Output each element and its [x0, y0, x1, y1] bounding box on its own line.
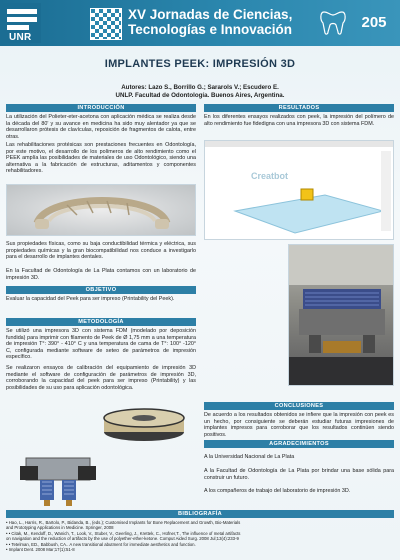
poster-title: IMPLANTES PEEK: IMPRESIÓN 3D [104, 58, 296, 70]
conference-title [128, 7, 292, 37]
conference-title-line2: Tecnologías e Innovación [128, 22, 293, 37]
intro-paragraph-3: Sus propiedades físicas, como su baja conductibilidad térmica y eléctrica, sus propiedades químicas y la gran biocompatibilidad nos conduce a investigarlo para el desarrollo de implantes dentales. [6, 241, 196, 261]
section-header-metodologia: METODOLOGÍA [6, 318, 196, 326]
intro-paragraph-2: Las rehabilitaciones protésicas son prestaciones frecuentes en Odontología, por este motivo, el desarrollo de los polímeros de alto rendimiento como el PEEK amplía las posibilidades de materiales de uso Odontológico, siendo una alternativa a la fabricación de estructuras, aditamentos y componentes rehabilitadores. [6, 142, 196, 175]
slicer-software-screenshot [204, 140, 394, 240]
peek-filament-spool-photo [92, 404, 196, 444]
slicer-drawing [205, 141, 394, 240]
unr-logo [3, 3, 41, 43]
dental-framework-photo [6, 184, 196, 236]
section-header-conclusiones: CONCLUSIONES [204, 402, 394, 410]
objetivo-paragraph: Evaluar la capacidad del Peek para ser impreso (Printability del Peek). [6, 296, 175, 302]
intro-paragraph-1: La utilización del Polieter-eter-acetona con aplicación médica se realiza desde la década del 80' y su avance en medicina ha sido muy alentador ya que se desarrollaron prótesis de clavículas, reposición de fragmentos de calota, entre otras. [6, 114, 196, 140]
page-number: 205 [361, 14, 387, 31]
bibliography-item: • Implant Dent. 2008 Mar;17(1):51-8 [6, 547, 75, 553]
conference-title-line1: XV Jornadas de Ciencias, [128, 7, 293, 22]
intro-paragraph-4: En la Facultad de Odontología de La Plata contamos con un laboratorio de impresión 3D. [6, 268, 196, 281]
authors-block [0, 84, 400, 100]
extruder-render-image [6, 448, 110, 512]
spool-drawing [92, 404, 196, 444]
section-header-introduccion: INTRODUCCIÓN [6, 104, 196, 112]
section-header-bibliografia: BIBLIOGRAFÍA [6, 510, 394, 518]
logo-bar [7, 25, 29, 30]
metodologia-paragraph-2: Se realizaron ensayos de calibración del equipamiento de impresión 3D mediante el software de configuración de parámetros de impresión 3D, corroborando la capacidad del peek para ser impreso (Printability) y las posibilidades de su uso para aplicación odontológica. [6, 365, 196, 391]
agradecimientos-paragraph-2: A la Facultad de Odontología de La Plata por brindar una base sólida para construir un futuro. [204, 468, 394, 481]
section-header-agradecimientos: AGRADECIMIENTOS [204, 440, 394, 448]
poster-header [0, 0, 400, 46]
bibliography-item: and Prototyping Applications in Medicine. Springer, 2008 [6, 525, 114, 531]
bibliography-item: • Hao, L., Harris, R., Bartolo, P., Bidanda, B., (eds.); Customised Implants for Bone Replacement and Growth, Bio-Materials [6, 520, 241, 525]
bibliography-list [6, 520, 394, 552]
logo-text: UNR [9, 32, 32, 43]
agradecimientos-paragraph-3: A los compañeros de trabajo del laboratorio de impresión 3D. [204, 488, 351, 494]
agradecimientos-paragraph-1: A la Universidad Nacional de La Plata [204, 454, 295, 460]
bibliography-item: • • Citak, M., Kendoff, D., Wanich, T., Look, V., Stuber, V., Geerling, J., Krettek, C., Hüfner,T., The influence of metal artifacts [6, 530, 241, 536]
conclusiones-paragraph: De acuerdo a los resultados obtenidos se infiere que la impresión con peek es un hecho, por consiguiente se deberán estudiar futuras impresiones de implantes impresos para corroborar que los resultados continúen siendo positivos. [204, 412, 394, 438]
resultados-paragraph: En los diferentes ensayos realizados con peek, la impresión del polímero de alto rendimiento fue fidedigna con una impresora 3D con sistema FDM. [204, 114, 394, 127]
3d-printer-photo [288, 244, 394, 386]
section-header-objetivo: OBJETIVO [6, 286, 196, 294]
extruder-drawing [6, 448, 110, 512]
authors-line: Autores: Lazo S., Borrillo G.; Sararols V.; Escudero E. [121, 84, 279, 91]
metodologia-paragraph-1: Se utilizó una impresora 3D con sistema FDM (modelado por deposición fundida) para imprimir con filamento de Peek de Ø 1,75 mm a una temperatura de impresión T°: 390° - 410° C y una temperatura de cama de T°: 100° -120° C, configurada mediante software de seteo de parámetros de impresión específico. [6, 328, 196, 361]
logo-bar [7, 17, 37, 22]
dental-framework-drawing [7, 185, 196, 236]
bibliography-item: on navigation and the reduction of artifacts by the use of polyether-ether-ketone. Comput Aided Surg. 2008 Jul;13(4):233-9 [6, 536, 239, 542]
checker-emblem-icon [90, 8, 122, 40]
section-header-resultados: RESULTADOS [204, 104, 394, 112]
tooth-icon [318, 8, 348, 36]
bibliography-item: • • Tetelman, ED., Babbush, CA.. A new transitional abutment for immediate aesthetics and function. [6, 541, 196, 547]
printer-drawing [289, 245, 394, 386]
logo-bar [7, 9, 37, 14]
creatbot-label: Creatbot [251, 171, 289, 181]
affiliation-line: UNLP. Facultad de Odontología. Buenos Aires, Argentina. [115, 92, 285, 99]
